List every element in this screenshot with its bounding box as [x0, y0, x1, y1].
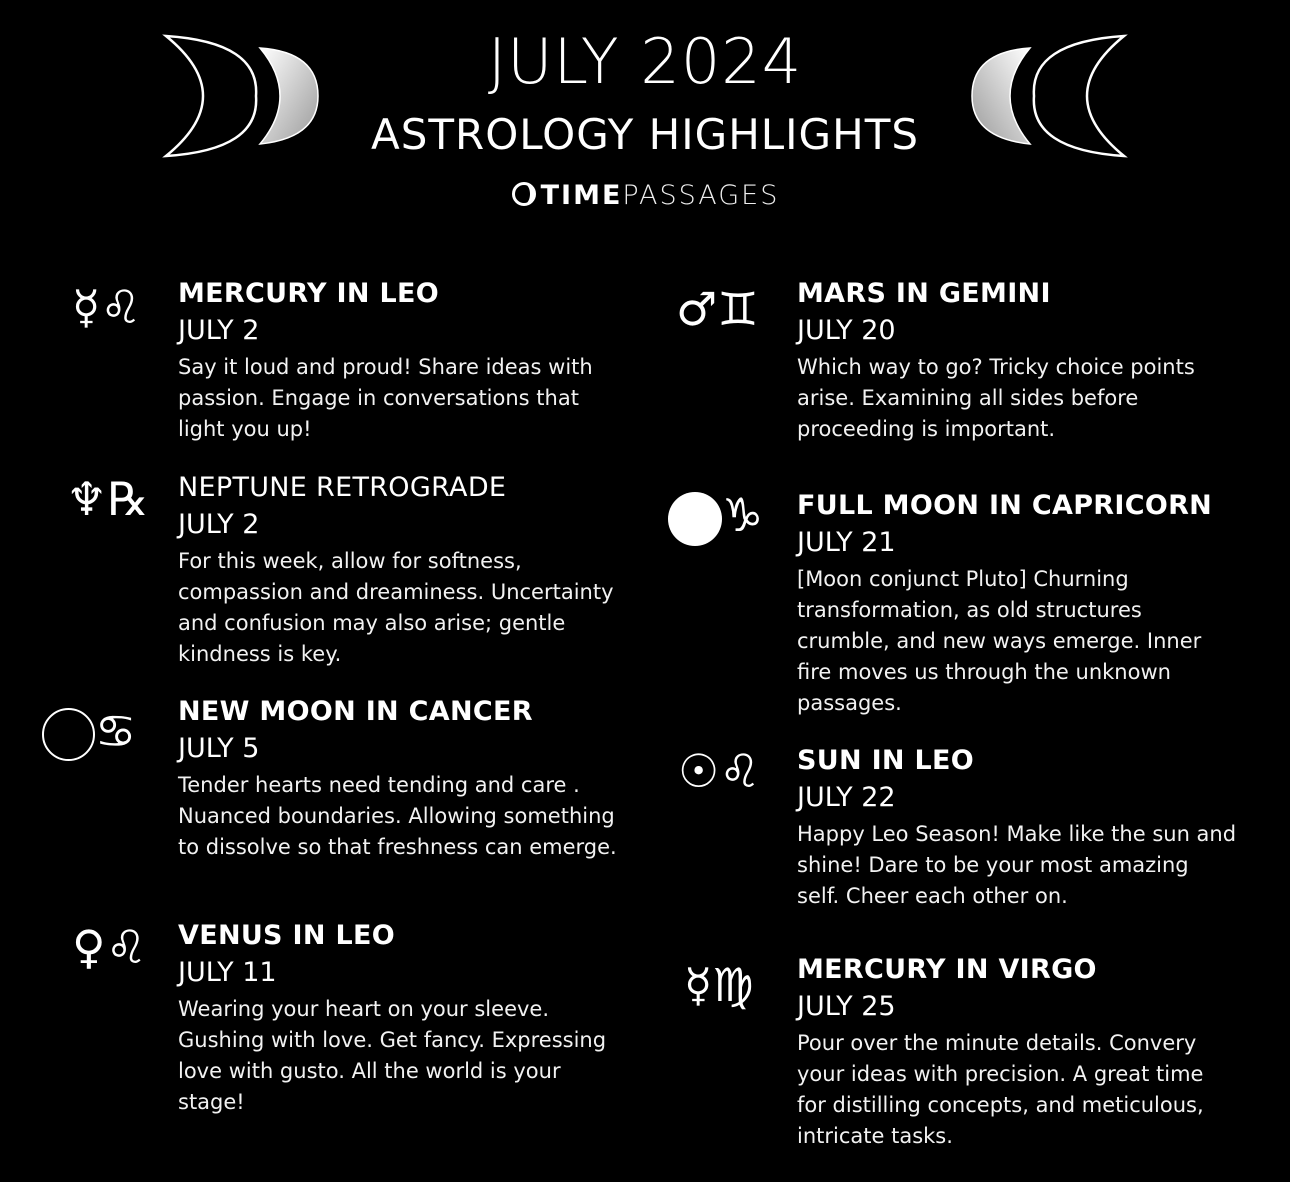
entry-heading: MERCURY IN LEO	[178, 278, 439, 309]
entry-heading: FULL MOON IN CAPRICORN	[797, 490, 1213, 521]
entry-heading: SUN IN LEO	[797, 745, 975, 776]
leo-icon: ♌︎	[719, 744, 761, 798]
entry-mercury-in-leo	[178, 276, 618, 445]
entry-date: JULY 11	[178, 957, 277, 988]
entry-description: Pour over the minute details. Convery your ideas with precision. A great time for distilling concepts, and meticulous, intricate tasks.	[797, 1031, 1204, 1148]
cancer-icon: ♋︎	[95, 704, 137, 758]
entry-sun-in-leo	[797, 743, 1237, 912]
leo-icon: ♌︎	[105, 920, 147, 974]
brand-moon-icon	[511, 181, 537, 207]
brand-logo	[0, 178, 1290, 214]
sun-leo-glyphs	[678, 746, 761, 796]
entry-description: Wearing your heart on your sleeve. Gushing with love. Get fancy. Expressing love with gusto. All the world is your stage!	[178, 997, 607, 1114]
venus-leo-glyphs	[72, 922, 147, 972]
entry-date: JULY 20	[797, 315, 896, 346]
full-moon-capricorn-glyphs	[668, 490, 763, 546]
brand-name-bold: TIME	[540, 180, 623, 211]
full-moon-icon	[668, 492, 722, 546]
neptune-icon: ♆	[66, 472, 108, 526]
capricorn-icon: ♑︎	[722, 488, 764, 542]
entry-description: Say it loud and proud! Share ideas with passion. Engage in conversations that light you up!	[178, 355, 593, 441]
retrograde-icon: ℞	[107, 472, 149, 526]
brand-name-light: PASSAGES	[622, 180, 780, 211]
entry-date: JULY 5	[178, 733, 260, 764]
entry-date: JULY 21	[797, 527, 896, 558]
entry-heading: MERCURY IN VIRGO	[797, 954, 1097, 985]
virgo-icon: ♍︎	[712, 958, 754, 1012]
venus-icon: ♀	[72, 920, 106, 974]
new-moon-icon	[42, 708, 95, 761]
page-subtitle: ASTROLOGY HIGHLIGHTS	[370, 110, 920, 159]
entry-description: Tender hearts need tending and care . Nuanced boundaries. Allowing something to dissolve so that freshness can emerge.	[178, 773, 617, 859]
mars-icon: ♂	[676, 282, 718, 336]
entry-description: For this week, allow for softness, compassion and dreaminess. Uncertainty and confusion may also arise; gentle kindness is key.	[178, 549, 614, 666]
mercury-icon: ☿	[72, 280, 101, 334]
header	[0, 0, 1290, 240]
mercury-leo-glyphs	[72, 282, 141, 332]
mars-gemini-glyphs	[676, 284, 759, 334]
page-title: JULY 2024	[487, 25, 803, 98]
gemini-icon: ♊︎	[717, 282, 759, 336]
leo-icon: ♌︎	[100, 280, 142, 334]
entry-mars-in-gemini	[797, 276, 1237, 445]
entry-description: Happy Leo Season! Make like the sun and shine! Dare to be your most amazing self. Cheer each other on.	[797, 822, 1237, 908]
sun-icon: ☉	[678, 744, 720, 798]
entry-heading: VENUS IN LEO	[178, 920, 395, 951]
entry-full-moon-in-capricorn	[797, 488, 1237, 719]
entry-description: [Moon conjunct Pluto] Churning transformation, as old structures crumble, and new ways emerge. Inner fire moves us through the unknown passages.	[797, 567, 1202, 715]
entry-date: JULY 2	[178, 509, 260, 540]
entry-venus-in-leo	[178, 918, 618, 1118]
entry-date: JULY 2	[178, 315, 260, 346]
new-moon-cancer-glyphs	[42, 706, 136, 761]
entry-heading: NEW MOON IN CANCER	[178, 696, 533, 727]
entry-mercury-in-virgo	[797, 952, 1237, 1152]
mercury-virgo-glyphs	[684, 960, 753, 1010]
mercury-icon: ☿	[684, 958, 713, 1012]
entry-neptune-retrograde	[178, 470, 618, 670]
entry-heading: NEPTUNE RETROGRADE	[178, 472, 507, 503]
entry-heading: MARS IN GEMINI	[797, 278, 1051, 309]
neptune-retrograde-glyphs	[66, 474, 149, 524]
entry-date: JULY 25	[797, 991, 896, 1022]
entry-description: Which way to go? Tricky choice points arise. Examining all sides before proceeding is important.	[797, 355, 1195, 441]
entry-new-moon-in-cancer	[178, 694, 618, 863]
entry-date: JULY 22	[797, 782, 896, 813]
